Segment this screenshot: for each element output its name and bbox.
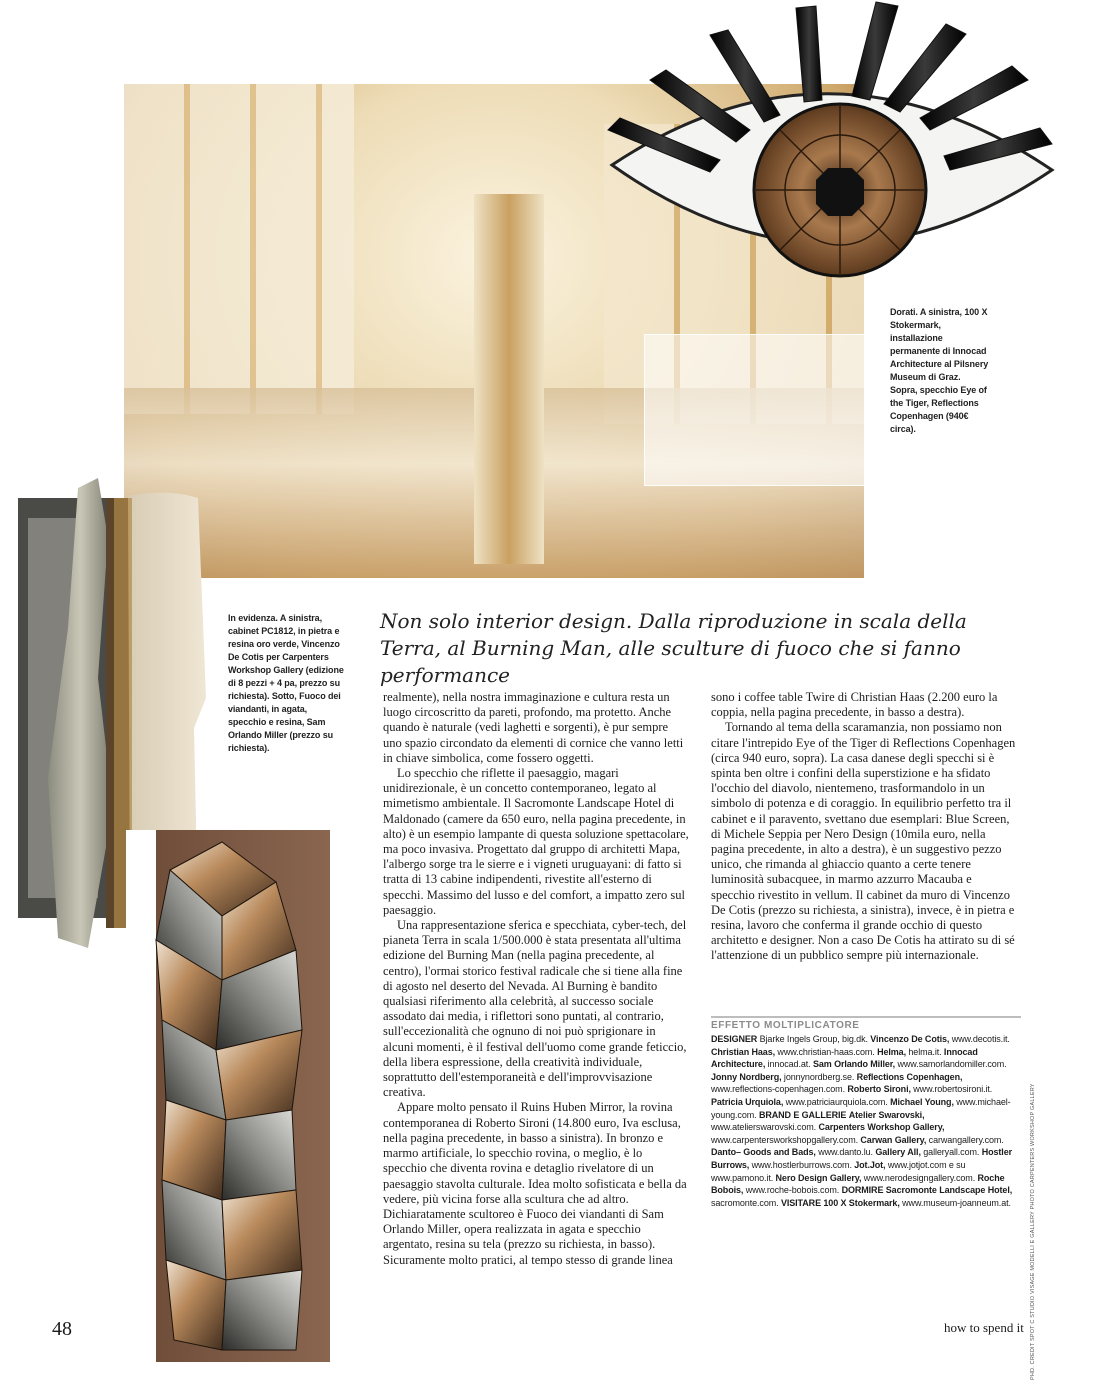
directory-label: Carwan Gallery, [860, 1134, 927, 1145]
directory-link: www.roche-bobois.com. [743, 1185, 842, 1196]
directory-link: carwangallery.com. [926, 1134, 1004, 1145]
caption-right: Dorati. A sinistra, 100 X Stokermark, installazione permanente di Innocad Architecture al Pilsnery Museum di Graz. Sopra, specchio Eye of the Tiger, Reflections Copenhagen (940€ circa). [890, 307, 989, 434]
directory-link: www.patriciaurquiola.com. [783, 1096, 891, 1107]
directory-link: www.samorlandomiller.com. [895, 1059, 1007, 1070]
directory-link: www.jotjot.com e su www.pamono.it. [711, 1159, 966, 1183]
sidebar-rule [711, 1016, 1021, 1018]
directory-link: sacromonte.com. [711, 1197, 781, 1208]
body-column-2 [711, 690, 1017, 964]
directory-label: Helma, [877, 1046, 906, 1057]
directory-label: Nero Design Gallery, [775, 1172, 862, 1183]
brand-footer: how to spend it [944, 1320, 1024, 1335]
paragraph: Appare molto pensato il Ruins Huben Mirror, la rovina contemporanea di Roberto Sironi (14.800 euro, Iva esclusa, nella pagina precedente, in basso a sinistra). In bronzo e marmo artificiale, lo specchio rovina, o meglio, è lo specchio che diventa rovina e detaglio rivelatore di un paesaggio stavolta culturale. Idea molto sofisticata e bella da vedere, più vicina forse alla scultura che ad altro. Dichiaratamente scultoreo è Fuoco dei viandanti di Sam Orlando Miller, opera realizzata in agata e specchio argentato, resina su tela (prezzo su richiesta, in basso). Sicuramente molto pratici, al tempo stesso di grande linea [383, 1100, 687, 1267]
directory-label: Gallery All, [875, 1147, 921, 1158]
paragraph: realmente), nella nostra immaginazione e cultura resta un luogo circoscritto da pareti, profondo, ma protetto. Anche quando è naturale (vedi laghetti e sorgenti), è pur sempre uno spazio circondato da elementi di cornice che vanno letti in chiave simbolica, come fossero oggetti. [383, 690, 684, 765]
sidebar-effetto-moltiplicatore [711, 1016, 1021, 1209]
directory-link: Bjarke Ingels Group, big.dk. [757, 1034, 871, 1044]
directory-label: Carpenters Workshop Gallery, [818, 1122, 945, 1133]
directory-link: www.hostlerburrows.com. [749, 1159, 855, 1170]
directory-link: www.robertosironi.it. [910, 1084, 993, 1095]
directory-link: www.nerodesigngallery.com. [861, 1172, 978, 1183]
directory-label: Reflections Copenhagen, [856, 1071, 963, 1082]
directory-label: Roche Bobois, [711, 1172, 1005, 1196]
directory-link: www.reflections-copenhagen.com. [711, 1084, 848, 1095]
directory-label: Vincenzo De Cotis, [870, 1034, 950, 1044]
directory-label: BRAND E GALLERIE [758, 1109, 847, 1120]
vertical-photo-credit [1030, 760, 1040, 1380]
sidebar-body [711, 1033, 1021, 1209]
directory-link: jonnynordberg.se. [781, 1071, 857, 1082]
directory-label: Innocad Architecture, [711, 1046, 978, 1070]
eye-of-the-tiger-mirror [600, 0, 1060, 290]
directory-label: Christian Haas, [711, 1046, 776, 1057]
directory-label: Roberto Sironi, [847, 1084, 911, 1095]
directory-label: Michael Young, [890, 1096, 954, 1107]
directory-link: www.carpentersworkshopgallery.com. [711, 1134, 861, 1145]
sidebar-title: EFFETTO MOLTIPLICATORE [711, 1020, 860, 1031]
directory-link: www.atelierswarovski.com. [711, 1122, 819, 1133]
paragraph: sono i coffee table Twire di Christian Haas (2.200 euro la coppia, nella pagina precedente, in basso a destra). [711, 690, 998, 720]
directory-link: www.museum-joanneum.at. [899, 1197, 1011, 1208]
directory-label: Sam Orlando Miller, [812, 1059, 896, 1070]
directory-link: www.michael-young.com. [711, 1096, 1011, 1120]
directory-link: helma.it. [906, 1046, 944, 1057]
directory-label: Danto– Goods and Bads, [711, 1147, 816, 1158]
caption-left: In evidenza. A sinistra, cabinet PC1812, in pietra e resina oro verde, Vincenzo De Cotis per Carpenters Workshop Gallery (edizione di 8 pezzi + 4 pa, prezzo su richiesta). Sotto, Fuoco dei viandanti, in agata, specchio e resina, Sam Orlando Miller (prezzo su richiesta). [228, 613, 344, 753]
directory-label: 100 X Stokermark, [823, 1197, 900, 1208]
paragraph: Una rappresentazione sferica e specchiata, cyber-tech, del pianeta Terra in scala 1/500.000 è stata presentata all'ultima edizione del Burning Man (nella pagina precedente, al centro), l'ormai storico festival radicale che si tiene alla fine di agosto nel deserto del Nevada. Al Burning è bandito qualsiasi riferimento alla celebrità, al successo sociale assodato dai media, i riflettori sono puntati, al contrario, sull'eccezionalità che ognuno di noi può sprigionare in alcuni momenti, è il festival dell'uomo come grande feticcio, della libera espressione, della creatività individuale, soprattutto dell'estemporaneità e dell'improvvisazione creativa. [383, 918, 687, 1100]
directory-label: DORMIRE [841, 1185, 884, 1196]
directory-link: www.decotis.it. [949, 1034, 1010, 1044]
directory-label: Sacromonte Landscape Hotel, [885, 1185, 1013, 1196]
body-column-1 [383, 690, 689, 1268]
directory-label: DESIGNER [711, 1034, 758, 1044]
directory-label: Jot.Jot, [854, 1159, 886, 1170]
directory-label: Hostler Burrows, [711, 1147, 1012, 1170]
directory-link: www.christian-haas.com. [775, 1046, 878, 1057]
paragraph: Lo specchio che riflette il paesaggio, magari unidirezionale, è un concetto contemporaneo, legato al mimetismo ambientale. Il Sacromonte Landscape Hotel di Maldonado (camere da 650 euro, nella pagina precedente, in alto) è un esempio lampante di questa soluzione spettacolare, ma poco invasiva. Progettato dal gruppo di architetti Mapa, l'albergo sorge tra le sierre e i vigneti uruguayani: di fatto si tratta di 13 cabine indipendenti, rivestite all'esterno di specchi. Massimo del lusso e del comfort, a impatto zero sul paesaggio. [383, 766, 689, 917]
directory-label: VISITARE [780, 1197, 821, 1208]
directory-label: Patricia Urquiola, [711, 1096, 784, 1107]
directory-label: Jonny Nordberg, [711, 1071, 782, 1082]
directory-link: innocad.at. [765, 1059, 813, 1070]
headline: Non solo interior design. Dalla riproduzione in scala della Terra, al Burning Man, alle sculture di fuoco che si fanno performance [380, 609, 967, 687]
directory-link: www.danto.lu. [815, 1147, 876, 1158]
vertical-credit-text: PHD. CREDIT SPOT C STUDIO VISAGE MODELLI E GALLERY PHOTO CARPENTERS WORKSHOP GALLERY [1030, 1083, 1036, 1380]
directory-link: galleryall.com. [920, 1147, 982, 1158]
paragraph: Tornando al tema della scaramanzia, non possiamo non citare l'intrepido Eye of the Tiger di Reflections Copenhagen (circa 940 euro, sopra). La casa danese degli specchi si è spinta ben oltre i confini della superstizione e ha sfidato l'occhio del diavolo, nientemeno, trasformandolo in un simbolo di potenza e di coraggio. In equilibrio perfetto tra il cabinet e il paravento, svettano due esemplari: Blue Screen, di Michele Seppia per Nero Design (10mila euro, nella pagina precedente, in alto a destra), è un suggestivo pezzo unico, che rimanda al ghiaccio quanto a certe tenere luminosità subacquee, in marmo azzurro Macauba e specchio rivestito in vellum. Il cabinet da muro di Vincenzo De Cotis (prezzo su richiesta, a sinistra), invece, è in pietra e resina, lavoro che conferma il grande occhio di questo architetto e designer. Non a caso De Cotis ha attirato su di sé l'attenzione di un pubblico sempre più internazionale. [711, 720, 1016, 963]
page-number: 48 [52, 1318, 72, 1340]
directory-label: Atelier Swarovski, [848, 1109, 925, 1120]
photo-zigzag-mirror [126, 830, 330, 1362]
